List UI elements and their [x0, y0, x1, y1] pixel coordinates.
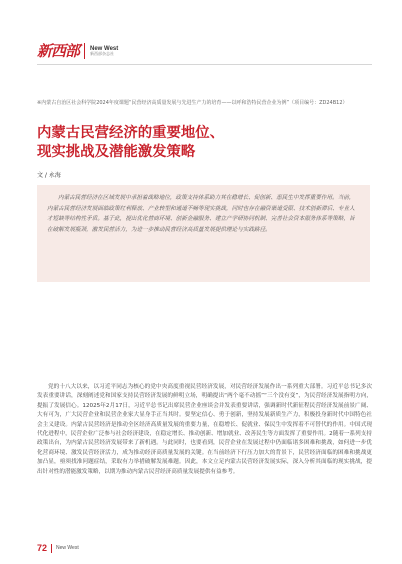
page-number: 72 [37, 543, 48, 553]
title-line-1: 内蒙古民营经济的重要地位、 [37, 125, 225, 141]
footer-divider [51, 544, 52, 553]
article-body [37, 383, 372, 477]
magazine-logo: 新西部 [37, 41, 80, 60]
fund-note: ※内蒙古自治区社会科学院2024年度课题“民营经济高质量发展与先进生产力的培育——以呼和浩特民营企业为例”（项目编号：ZD24B12） [37, 100, 348, 106]
logo-english: New West [90, 45, 119, 52]
logo-subtext [90, 46, 118, 57]
header-divider [37, 64, 372, 65]
footer-label: New West [56, 545, 79, 551]
masthead [37, 40, 118, 62]
title-line-2: 现实挑战及潜能激发策略 [37, 144, 196, 160]
logo-divider [84, 43, 85, 59]
article-title [37, 124, 377, 162]
article-author: 文 / 永海 [37, 172, 61, 179]
abstract-box: 内蒙古民营经济在区域发展中承担着战略地位，政策支持体系助力其在稳增长、促创新、惠民生中发挥重要作用。当前，内蒙古民营经济发展面临政策红利释放、产业转型和通道不畅等现实挑战，同时也存在融资渠道受限、技术创新滞后、专业人才短缺等结构性矛盾。基于此，提出优化营商环境、创新金融服务、建立产学研协同机制、完善社会资本服务体系等策略，旨在破解发展瓶颈，激发民营活力，为进一步推动民营经济高质量发展提供理论与实践路径。 [37, 185, 370, 282]
page-footer [37, 543, 79, 553]
body-paragraph: 党的十八大以来，以习近平同志为核心的党中央高度重视民营经济发展，对民营经济发展作出一系列重大部署。习近平总书记多次发表重要讲话，深刻阐述党和国家支持民营经济发展的鲜明立场，明确提出“两个毫不动摇”“三个没有变”，为民营经济发展指明方向，提振了发展信心。12025年2月17日，习近平总书记出席民营企业座谈会并发表重要讲话，强调新时代新征程民营经济发展前景广阔、大有可为，广大民营企业和民营企业家大显身手正当其时。要坚定信心、勇于创新，坚持发展新质生产力，积极投身新时代中国特色社会主义建设。内蒙古民营经济是推动全区经济高质量发展的重要力量，在稳增长、促就业、保民生中发挥着不可替代的作用。中国式现代化进程中，民营企业广泛参与社会经济建设，在稳定增长、推动创新、增加就业、改善民生等方面发挥了重要作用。2随着一系列支持政策出台，为内蒙古民营经济发展带来了新机遇。与此同时，也要看到，民营企业在发展过程中仍面临诸多困难和挑战，如何进一步优化营商环境、激发民营经济活力，成为推动经济高质量发展的关键。在当前经济下行压力加大的背景下，民营经济面临的困难和挑战更加凸显，亟须找准问题症结，采取有力举措破解发展难题。因此，本文立足内蒙古民营经济发展实际，深入分析其面临的现实挑战，提出针对性的潜能激发策略，以期为推动内蒙古民营经济高质量发展提供有益参考。 [37, 384, 372, 475]
logo-publisher: 新西部杂志社 [90, 51, 115, 57]
